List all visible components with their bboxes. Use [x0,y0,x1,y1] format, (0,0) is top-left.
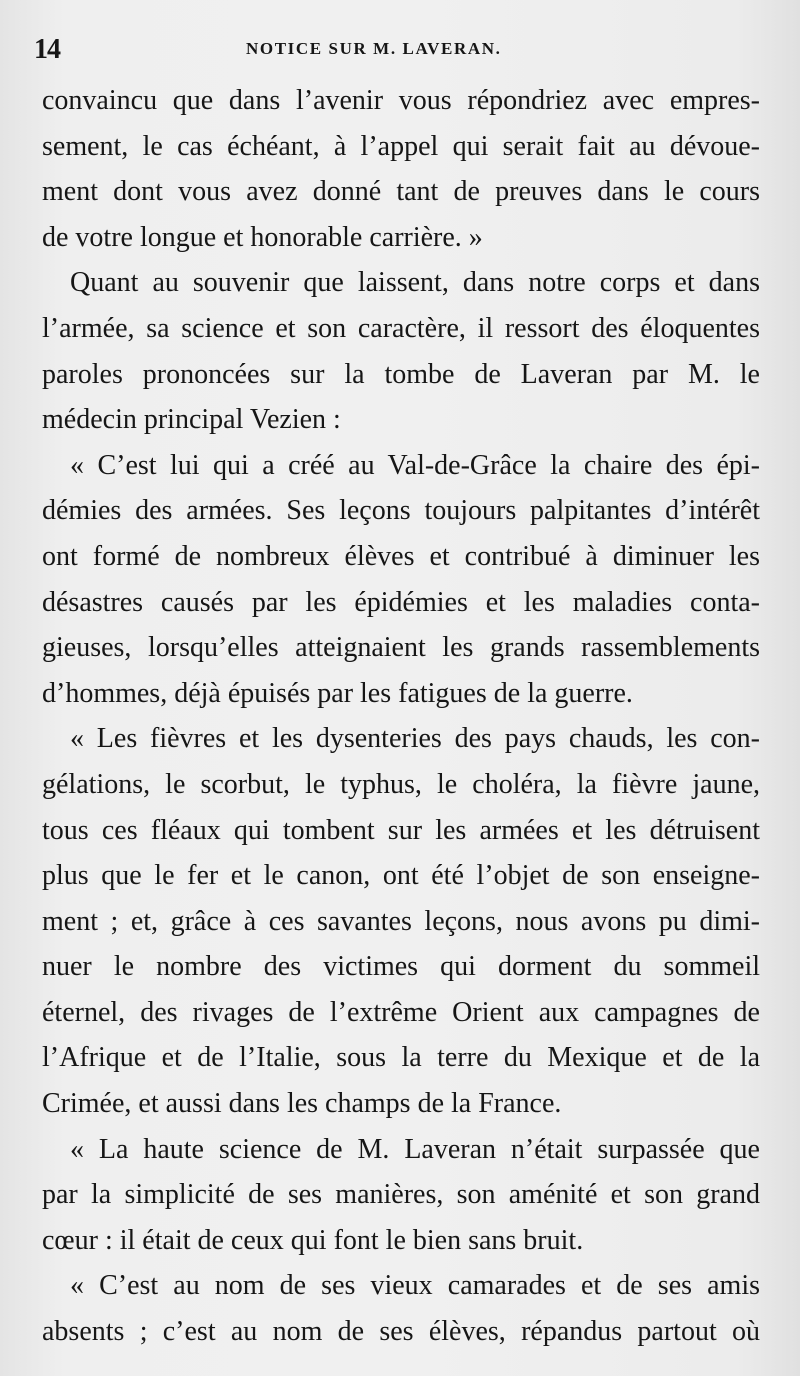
text-line: convaincu que dans l’avenir vous répondriez avec empres- [42,85,760,116]
body-text [42,78,760,1355]
text-line: ont formé de nombreux élèves et contribué à diminuer les [42,540,760,572]
text-line: gélations, le scorbut, le typhus, le choléra, la fièvre jaune, [42,768,760,800]
text-line: plus que le fer et le canon, ont été l’objet de son enseigne- [42,860,760,892]
text-line: Quant au souvenir que laissent, dans notre corps et dans [70,267,760,299]
paragraph-4 [42,716,760,1126]
text-line: médecin principal Vezien : [42,404,341,436]
paragraph-6 [42,1263,760,1354]
text-line: gieuses, lorsqu’elles atteignaient les grands rassemblements [42,632,760,664]
text-line: par la simplicité de ses manières, son aménité et son grand [42,1179,760,1211]
text-line: « Les fièvres et les dysenteries des pays chauds, les con- [70,723,760,755]
text-line: éternel, des rivages de l’extrême Orient aux campagnes de [42,996,760,1028]
text-line: nuer le nombre des victimes qui dorment du sommeil [42,951,760,983]
paragraph-3 [42,443,760,717]
text-line: ment dont vous avez donné tant de preuves dans le cours [42,176,760,208]
text-line: désastres causés par les épidémies et les maladies conta- [42,586,760,618]
text-line: « La haute science de M. Laveran n’était surpassée que [70,1133,760,1165]
page-number: 14 [34,34,60,65]
text-line: « C’est lui qui a créé au Val-de-Grâce la chaire des épi- [70,449,760,481]
text-line: sement, le cas échéant, à l’appel qui serait fait au dévoue- [42,130,760,162]
text-line: de votre longue et honorable carrière. » [42,221,483,253]
page-header [34,34,764,74]
running-title: NOTICE SUR M. LAVERAN. [246,39,502,58]
paragraph-2 [42,260,760,442]
text-line: l’Afrique et de l’Italie, sous la terre du Mexique et de la [42,1042,760,1074]
text-line: « C’est au nom de ses vieux camarades et de ses amis [70,1270,760,1302]
text-line: paroles prononcées sur la tombe de Laveran par M. le [42,358,760,390]
text-line: l’armée, sa science et son caractère, il ressort des éloquentes [42,312,760,344]
text-line: tous ces fléaux qui tombent sur les armées et les détruisent [42,814,760,846]
text-line: d’hommes, déjà épuisés par les fatigues de la guerre. [42,677,633,709]
text-line: Crimée, et aussi dans les champs de la France. [42,1088,562,1120]
text-line: démies des armées. Ses leçons toujours palpitantes d’intérêt [42,495,760,527]
paragraph-5 [42,1127,760,1264]
paragraph-1 [42,78,760,260]
text-line: cœur : il était de ceux qui font le bien sans bruit. [42,1224,584,1256]
text-line: absents ; c’est au nom de ses élèves, répandus partout où [42,1316,760,1348]
text-line: ment ; et, grâce à ces savantes leçons, nous avons pu dimi- [42,905,760,937]
